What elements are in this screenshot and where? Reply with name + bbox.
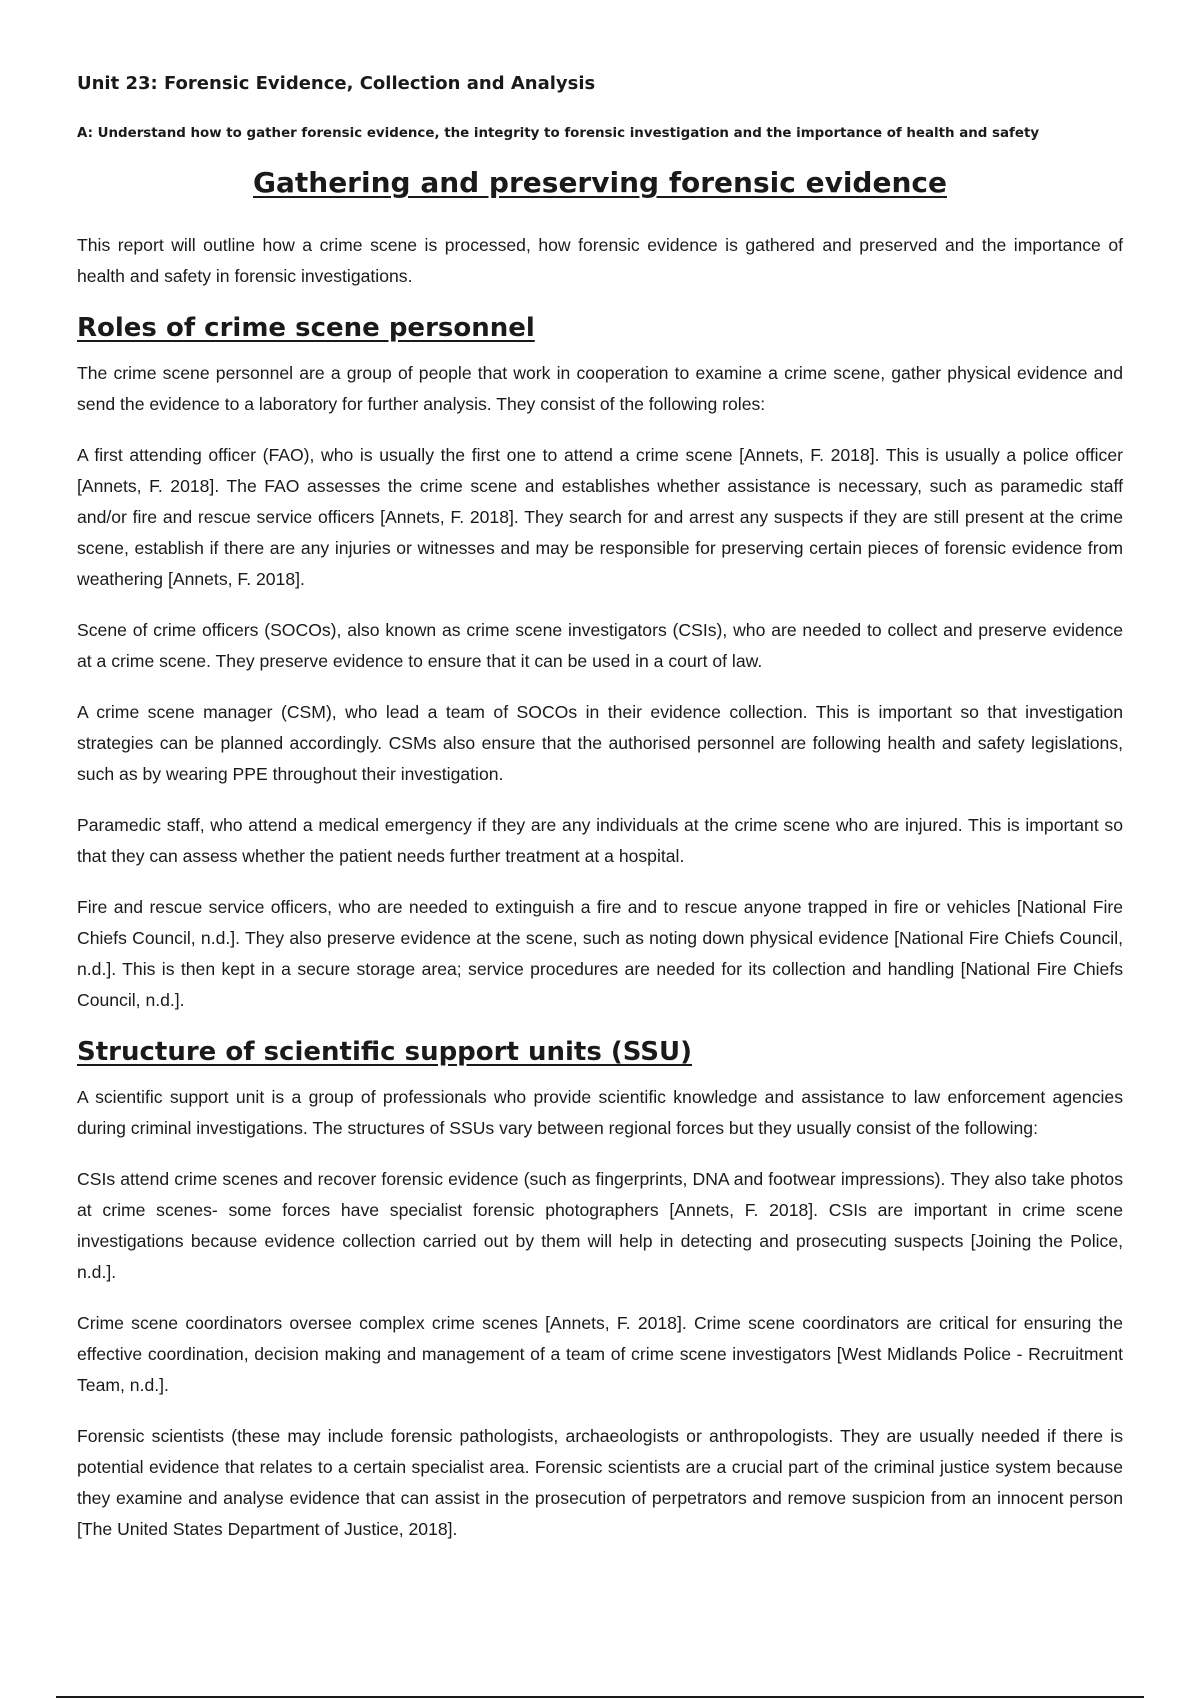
- section-heading-roles: Roles of crime scene personnel: [77, 313, 535, 343]
- paragraph: Forensic scientists (these may include forensic pathologists, archaeologists or anthropologists. They are usually needed if there is potential evidence that relates to a certain specialist area. Forensic scientists are a crucial part of the criminal justice system because they examine and analyse evidence that can assist in the prosecution of perpetrators and remove suspicion from an innocent person [The United States Department of Justice, 2018].: [77, 1426, 1123, 1539]
- paragraph: Scene of crime officers (SOCOs), also known as crime scene investigators (CSIs), who are needed to collect and preserve evidence at a crime scene. They preserve evidence to ensure that it can be used in a court of law.: [77, 620, 1123, 671]
- paragraph: A crime scene manager (CSM), who lead a team of SOCOs in their evidence collection. This is important so that investigation strategies can be planned accordingly. CSMs also ensure that the authorised personnel are following health and safety legislations, such as by wearing PPE throughout their investigation.: [77, 702, 1123, 784]
- paragraph: Crime scene coordinators oversee complex crime scenes [Annets, F. 2018]. Crime scene coordinators are critical for ensuring the effective coordination, decision making and management of a team of crime scene investigators [West Midlands Police - Recruitment Team, n.d.].: [77, 1313, 1123, 1395]
- unit-title: Unit 23: Forensic Evidence, Collection and Analysis: [77, 73, 596, 94]
- paragraph: CSIs attend crime scenes and recover forensic evidence (such as fingerprints, DNA and footwear impressions). They also take photos at crime scenes- some forces have specialist forensic photographers [Annets, F. 2018]. CSIs are important in crime scene investigations because evidence collection carried out by them will help in detecting and prosecuting suspects [Joining the Police, n.d.].: [77, 1169, 1123, 1282]
- section-ssu-structure: [77, 1036, 1123, 1545]
- document-page: [77, 72, 1123, 1565]
- learning-objective: A: Understand how to gather forensic evidence, the integrity to forensic investigation and the importance of health and safety: [77, 126, 1040, 141]
- intro-paragraph: This report will outline how a crime scene is processed, how forensic evidence is gathered and preserved and the importance of health and safety in forensic investigations.: [77, 235, 1123, 286]
- paragraph: Fire and rescue service officers, who are needed to extinguish a fire and to rescue anyone trapped in fire or vehicles [National Fire Chiefs Council, n.d.]. They also preserve evidence at the scene, such as noting down physical evidence [National Fire Chiefs Council, n.d.]. This is then kept in a secure storage area; service procedures are needed for its collection and handling [National Fire Chiefs Council, n.d.].: [77, 897, 1123, 1010]
- paragraph: The crime scene personnel are a group of people that work in cooperation to examine a crime scene, gather physical evidence and send the evidence to a laboratory for further analysis. They consist of the following roles:: [77, 363, 1123, 414]
- document-title: Gathering and preserving forensic evidence: [253, 166, 947, 199]
- paragraph: A scientific support unit is a group of professionals who provide scientific knowledge and assistance to law enforcement agencies during criminal investigations. The structures of SSUs vary between regional forces but they usually consist of the following:: [77, 1087, 1123, 1138]
- paragraph: Paramedic staff, who attend a medical emergency if they are any individuals at the crime scene who are injured. This is important so that they can assess whether the patient needs further treatment at a hospital.: [77, 815, 1123, 866]
- section-heading-ssu: Structure of scientific support units (SSU): [77, 1037, 693, 1067]
- footer-divider: [56, 1696, 1144, 1698]
- paragraph: A first attending officer (FAO), who is usually the first one to attend a crime scene [Annets, F. 2018]. This is usually a police officer [Annets, F. 2018]. The FAO assesses the crime scene and establishes whether assistance is necessary, such as paramedic staff and/or fire and rescue service officers [Annets, F. 2018]. They search for and arrest any suspects if they are still present at the crime scene, establish if there are any injuries or witnesses and may be responsible for preserving certain pieces of forensic evidence from weathering [Annets, F. 2018].: [77, 445, 1123, 589]
- section-roles: [77, 312, 1123, 1016]
